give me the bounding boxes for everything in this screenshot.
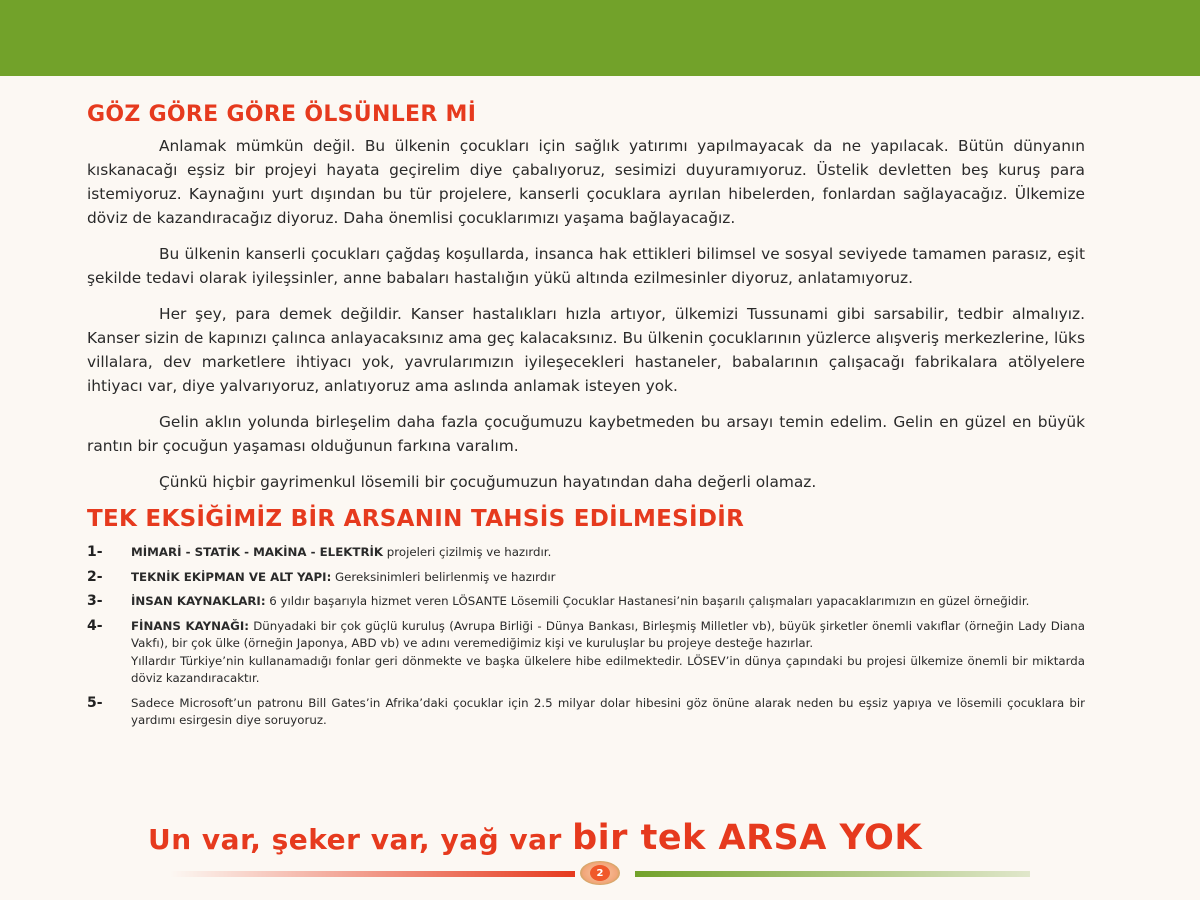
paragraph-4: Gelin aklın yolunda birleşelim daha fazla çocuğumuzu kaybetmeden bu arsayı temin edelim. Gelin en güzel en büyük rantın bir çocuğun yaşaması olduğunun farkına varalım. xyxy=(87,413,1085,455)
footer-line-left xyxy=(170,871,575,877)
page-number-badge xyxy=(580,861,620,885)
item-number: 1- xyxy=(87,544,103,560)
item-number: 2- xyxy=(87,568,103,585)
paragraph-3: Her şey, para demek değildir. Kanser hastalıkları hızla artıyor, ülkemizi Tussunami gibi sarsabilir, tedbir almalıyız. Kanser sizin de kapınızı çalınca anlayacaksınız ama geç kalacaksınız. Bu ülkenin çocuklarının yüzlerce alışveriş merkezlerine, lüks villalara, dev marketlere ihtiyacı yok, yavrularımızın iyileşecekleri hastaneler, babalarının çalışacağı fabrikalara atölyelere ihtiyacı var, diye yalvarıyoruz, anlatıyoruz ama aslında anlamak isteyen yok. xyxy=(87,305,1085,395)
item-text-continued: Yıllardır Türkiye’nin kullanamadığı fonlar geri dönmekte ve başka ülkelere hibe edilmektedir. LÖSEV’in dünya çapındaki bu projesi ülkemize önemli bir miktarda döviz kazandıracaktır. xyxy=(131,653,1085,685)
page-content xyxy=(87,100,1085,737)
footer-line-right xyxy=(635,871,1030,877)
requirements-list xyxy=(87,544,1085,730)
item-number: 4- xyxy=(87,617,103,634)
item-heading: MİMARİ - STATİK - MAKİNA - ELEKTRİK xyxy=(131,545,384,559)
list-item xyxy=(87,593,1085,611)
top-color-bar xyxy=(0,0,1200,76)
page-number: 2 xyxy=(590,865,610,881)
item-heading: İNSAN KAYNAKLARI: xyxy=(131,594,266,608)
item-text: projeleri çizilmiş ve hazırdır. xyxy=(383,545,552,559)
slogan-part-2: bir tek ARSA YOK xyxy=(572,818,923,858)
slogan xyxy=(148,818,1028,858)
item-text: Dünyadaki bir çok güçlü kuruluş (Avrupa Birliği - Dünya Bankası, Birleşmiş Milletler vb), büyük şirketler önemli vakıflar (örneğin Lady Diana Vakfı), bir çok ülke (örneğin Japonya, ABD vb) ve adını veremediğimiz kişi ve kuruluşlar bu projeye desteğe hazırlar. xyxy=(131,618,1085,650)
list-item xyxy=(87,618,1085,688)
section-title-2: TEK EKSİĞİMİZ BİR ARSANIN TAHSİS EDİLMESİDİR xyxy=(87,506,745,532)
item-text: 6 yıldır başarıyla hizmet veren LÖSANTE Lösemili Çocuklar Hastanesi’nin başarılı çalışmaları yapacaklarımızın en güzel örneğidir. xyxy=(265,594,1030,608)
item-number: 3- xyxy=(87,593,103,609)
item-text: Sadece Microsoft’un patronu Bill Gates’in Afrika’daki çocuklar için 2.5 milyar dolar hibesini göz önüne alarak neden bu eşsiz yapıya ve lösemili çocuklara bir yardımı esirgesin diye soruyoruz. xyxy=(131,695,1085,727)
paragraph-1: Anlamak mümkün değil. Bu ülkenin çocukları için sağlık yatırımı yapılmayacak da ne yapılacak. Bütün dünyanın kıskanacağı eşsiz bir projeyi hayata geçirelim diye çabalıyoruz, sesimizi duyuramıyoruz. Üstelik devletten beş kuruş para istemiyoruz. Kaynağını yurt dışından bu tür projelere, kanserli çocuklara ayrılan hibelerden, fonlardan sağlayacağız. Ülkemize döviz de kazandıracağız diyoruz. Daha önemlisi çocuklarımızı yaşama bağlayacağız. xyxy=(87,137,1085,227)
list-item xyxy=(87,569,1085,587)
slogan-part-1: Un var, şeker var, yağ var xyxy=(148,823,573,856)
paragraph-5: Çünkü hiçbir gayrimenkul lösemili bir çocuğumuzun hayatından daha değerli olamaz. xyxy=(159,473,817,491)
item-number: 5- xyxy=(87,694,103,711)
list-item xyxy=(87,695,1085,730)
list-item xyxy=(87,544,1085,562)
section-title-1: GÖZ GÖRE GÖRE ÖLSÜNLER Mİ xyxy=(87,102,477,127)
item-text: Gereksinimleri belirlenmiş ve hazırdır xyxy=(331,569,556,584)
item-heading: TEKNİK EKİPMAN VE ALT YAPI: xyxy=(131,569,332,584)
paragraph-2: Bu ülkenin kanserli çocukları çağdaş koşullarda, insanca hak ettikleri bilimsel ve sosyal seviyede tamamen parasız, eşit şekilde tedavi olarak iyileşsinler, anne babaları hastalığın yükü altında ezilmesinler diyoruz, anlatamıyoruz. xyxy=(87,245,1085,287)
item-heading: FİNANS KAYNAĞI: xyxy=(131,618,249,633)
